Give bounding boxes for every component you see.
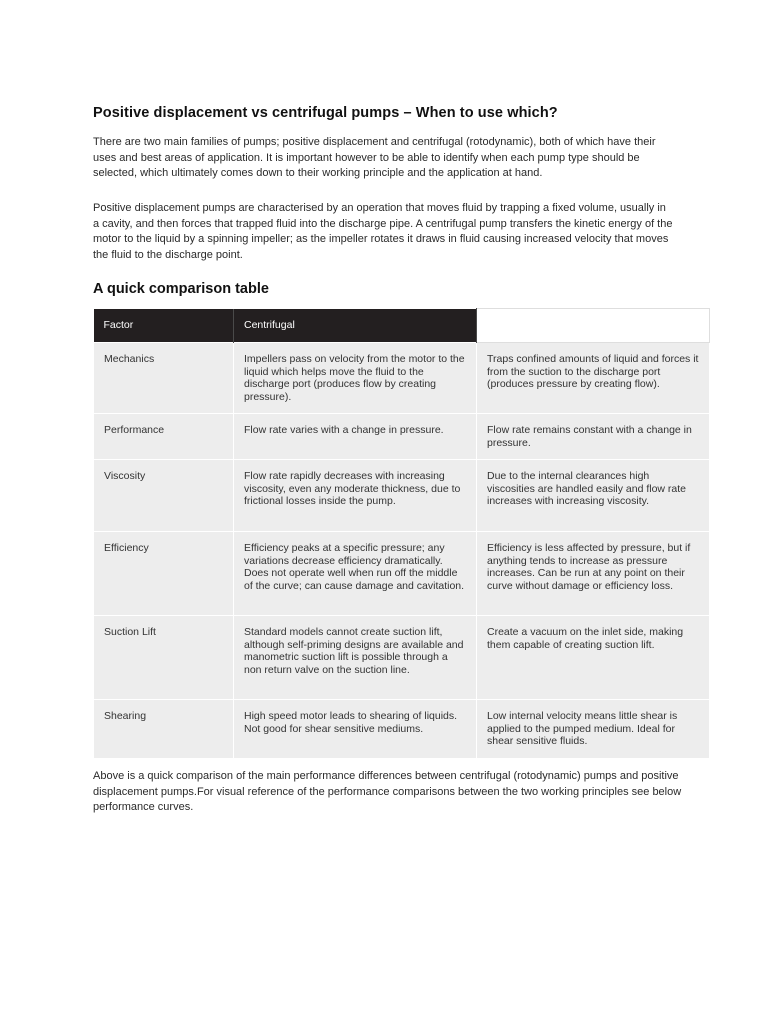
centrifugal-cell: High speed motor leads to shearing of liquids. Not good for shear sensitive mediums. <box>234 700 477 759</box>
table-row <box>94 343 710 414</box>
positive-displacement-cell: Efficiency is less affected by pressure, but if anything tends to increase as pressure increases. Can be run at any point on their curve without damage or efficiency loss. <box>477 532 710 616</box>
header-positive-displacement <box>477 309 710 343</box>
factor-cell: Performance <box>94 414 234 460</box>
table-header-row <box>94 309 710 343</box>
header-centrifugal: Centrifugal <box>234 309 477 343</box>
comparison-table <box>93 308 710 759</box>
table-row <box>94 532 710 616</box>
factor-cell: Mechanics <box>94 343 234 414</box>
positive-displacement-cell: Low internal velocity means little shear is applied to the pumped medium. Ideal for shear sensitive fluids. <box>477 700 710 759</box>
table-section-heading: A quick comparison table <box>93 281 269 297</box>
table-row <box>94 460 710 532</box>
factor-cell: Shearing <box>94 700 234 759</box>
header-factor: Factor <box>94 309 234 343</box>
table-row <box>94 414 710 460</box>
summary-paragraph: Above is a quick comparison of the main performance differences between centrifugal (rotodynamic) pumps and positive displacement pumps.For visual reference of the performance comparisons between the two working principles see below performance curves. <box>93 770 682 813</box>
positive-displacement-cell: Due to the internal clearances high viscosities are handled easily and flow rate increases with increasing viscosity. <box>477 460 710 532</box>
table-row <box>94 700 710 759</box>
positive-displacement-cell: Traps confined amounts of liquid and forces it from the suction to the discharge port (produces pressure by creating flow). <box>477 343 710 414</box>
intro-paragraph: There are two main families of pumps; positive displacement and centrifugal (rotodynamic), both of which have their uses and best areas of application. It is important however to be able to identify when each pump type should be selected, which ultimately comes down to their working principle and the application at hand. <box>93 136 656 179</box>
centrifugal-cell: Efficiency peaks at a specific pressure; any variations decrease efficiency dramatically. Does not operate well when run off the middle of the curve; can cause damage and cavitation. <box>234 532 477 616</box>
centrifugal-cell: Flow rate rapidly decreases with increasing viscosity, even any moderate thickness, due to frictional losses inside the pump. <box>234 460 477 532</box>
table-row <box>94 616 710 700</box>
positive-displacement-cell: Flow rate remains constant with a change in pressure. <box>477 414 710 460</box>
factor-cell: Viscosity <box>94 460 234 532</box>
centrifugal-cell: Flow rate varies with a change in pressure. <box>234 414 477 460</box>
factor-cell: Efficiency <box>94 532 234 616</box>
factor-cell: Suction Lift <box>94 616 234 700</box>
description-paragraph: Positive displacement pumps are characterised by an operation that moves fluid by trapping a fixed volume, usually in a cavity, and then forces that trapped fluid into the discharge pipe. A centrifugal pump transfers the kinetic energy of the motor to the liquid by a spinning impeller; as the impeller rotates it draws in fluid causing increased velocity that moves the fluid to the discharge point. <box>93 202 673 261</box>
page-title: Positive displacement vs centrifugal pumps – When to use which? <box>93 105 558 121</box>
positive-displacement-cell: Create a vacuum on the inlet side, making them capable of creating suction lift. <box>477 616 710 700</box>
centrifugal-cell: Standard models cannot create suction lift, although self-priming designs are available and manometric suction lift is possible through a non return valve on the suction line. <box>234 616 477 700</box>
centrifugal-cell: Impellers pass on velocity from the motor to the liquid which helps move the fluid to the discharge port (produces flow by creating pressure). <box>234 343 477 414</box>
